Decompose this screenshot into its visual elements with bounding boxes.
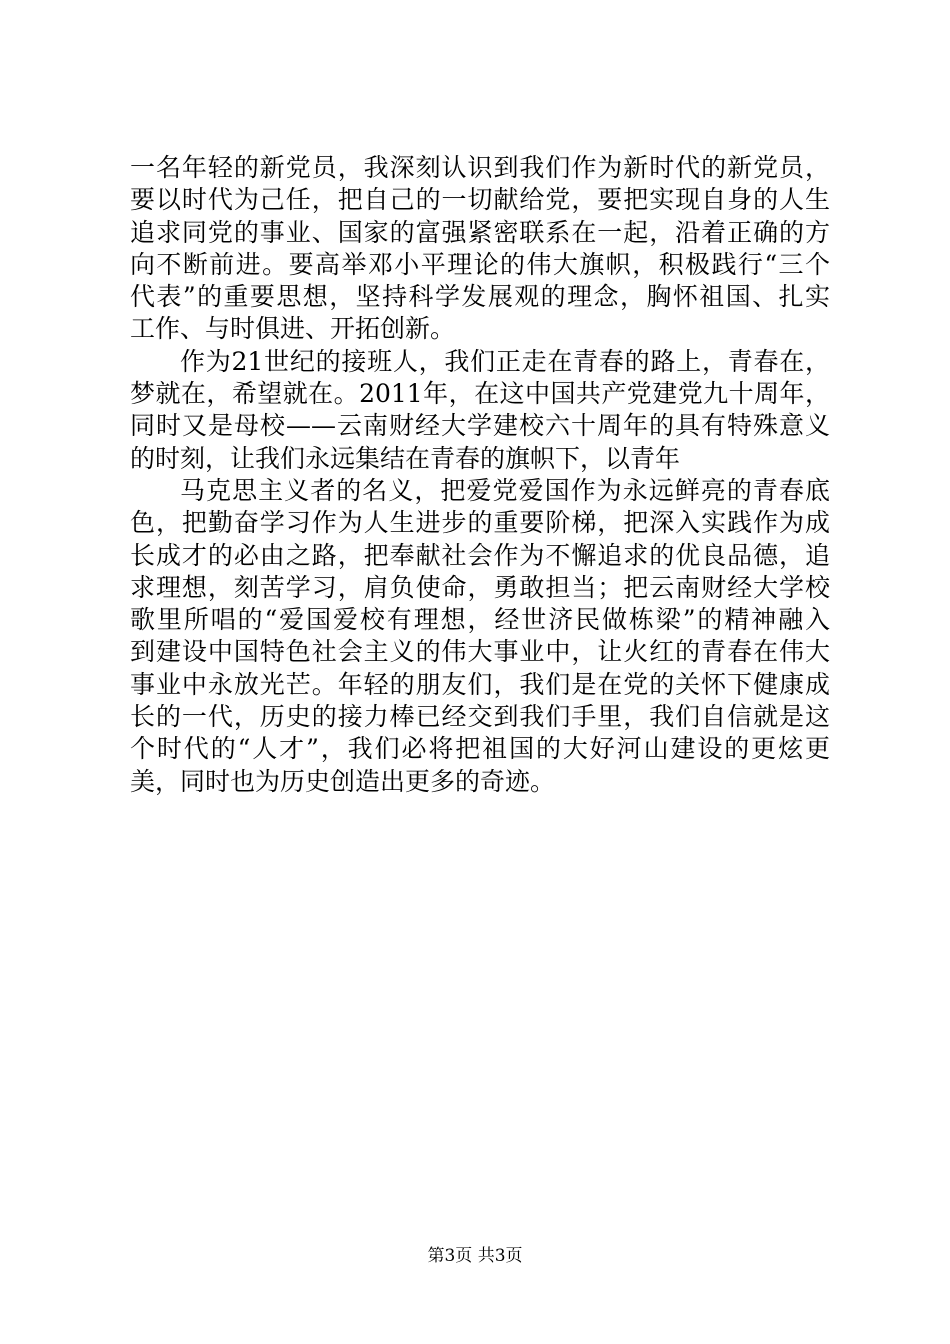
text-line: 长成才的必由之路，把奉献社会作为不懈追求的优良品德，追 [130,540,830,570]
page-footer [0,1245,950,1267]
body-text [130,152,830,798]
text-line: 歌里所唱的“爱国爱校有理想，经世济民做栋梁”的精神融入 [130,605,830,635]
text-line: 同时又是母校——云南财经大学建校六十周年的具有特殊意义 [130,411,830,441]
text-line: 色，把勤奋学习作为人生进步的重要阶梯，把深入实践作为成 [130,508,830,538]
text-line: 求理想，刻苦学习，肩负使命，勇敢担当；把云南财经大学校 [130,572,830,602]
text-line: 到建设中国特色社会主义的伟大事业中，让火红的青春在伟大 [130,637,830,667]
text-line: 工作、与时俱进、开拓创新。 [130,314,456,344]
text-line: 长的一代，历史的接力棒已经交到我们手里，我们自信就是这 [130,702,830,732]
text-line: 的时刻，让我们永远集结在青春的旗帜下，以青年 [130,443,681,473]
text-line: 一名年轻的新党员，我深刻认识到我们作为新时代的新党员， [130,153,830,182]
paragraph-first-line: 作为21世纪的接班人，我们正走在青春的路上，青春在， [180,346,830,376]
text-line: 梦就在，希望就在。2011年，在这中国共产党建党九十周年， [130,379,830,409]
text-line: 代表”的重要思想，坚持科学发展观的理念，胸怀祖国、扎实 [130,282,830,312]
page-number-label: 第3页 共3页 [427,1246,523,1266]
text-line: 事业中永放光芒。年轻的朋友们，我们是在党的关怀下健康成 [130,669,830,699]
text-line: 追求同党的事业、国家的富强紧密联系在一起，沿着正确的方 [130,217,830,247]
text-line: 向不断前进。要高举邓小平理论的伟大旗帜，积极践行“三个 [130,249,830,279]
text-line: 个时代的“人才”，我们必将把祖国的大好河山建设的更炫更 [130,734,830,764]
text-line: 要以时代为己任，把自己的一切献给党，要把实现自身的人生 [130,185,830,215]
text-line: 美，同时也为历史创造出更多的奇迹。 [130,766,556,796]
paragraph-first-line: 马克思主义者的名义，把爱党爱国作为永远鲜亮的青春底 [180,475,830,505]
